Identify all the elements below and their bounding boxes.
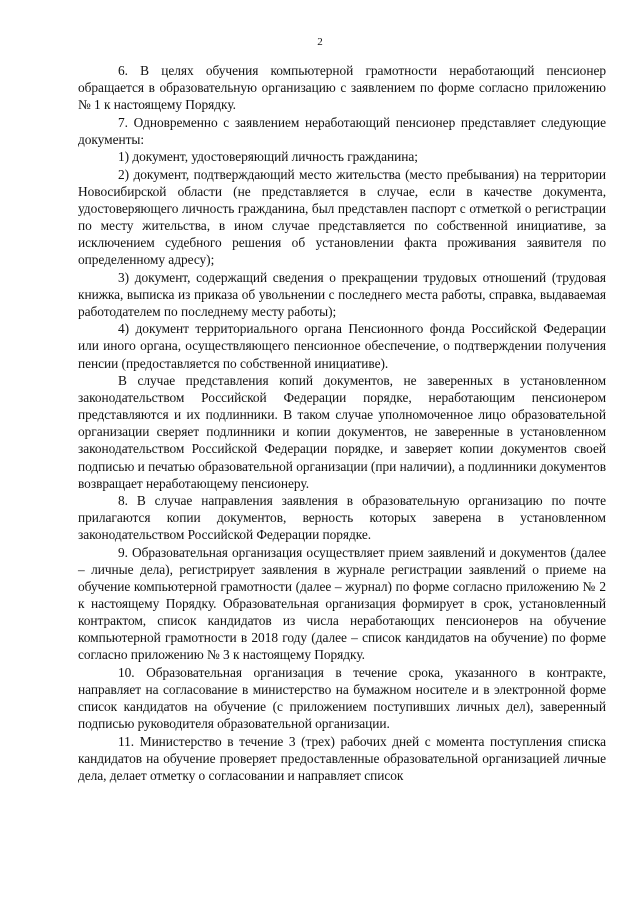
paragraph-8: 8. В случае направления заявления в образовательную организацию по почте прилагаются копии документов, верность которых заверена в установленном законодательством Российской Федерации порядке. <box>78 493 606 543</box>
list-item-2: 2) документ, подтверждающий место жительства (место пребывания) на территории Новосибирской области (не представляется в случае, если в качестве документа, удостоверяющего личность гражданина, был представлен паспорт с отметкой о регистрации по месту жительства, в ином случае представляется по собственной инициативе, за исключением судебного решения об установлении факта проживания заявителя по определенному адресу); <box>78 166 606 268</box>
document-body <box>78 62 606 784</box>
paragraph-11: 11. Министерство в течение 3 (трех) рабочих дней с момента поступления списка кандидатов на обучение проверяет предоставленные образовательной организацией личные дела, делает отметку о согласовании и направляет список <box>78 733 606 783</box>
page-number: 2 <box>317 36 323 48</box>
paragraph-6: 6. В целях обучения компьютерной грамотности неработающий пенсионер обращается в образовательную организацию с заявлением по форме согласно приложению № 1 к настоящему Порядку. <box>78 63 606 113</box>
paragraph-7: 7. Одновременно с заявлением неработающий пенсионер представляет следующие документы: <box>78 114 606 147</box>
list-item-4: 4) документ территориального органа Пенсионного фонда Российской Федерации или иного органа, осуществляющего пенсионное обеспечение, о подтверждении получения пенсии (предоставляется по собственной инициативе). <box>78 321 606 371</box>
list-item-1: 1) документ, удостоверяющий личность гражданина; <box>118 149 418 165</box>
paragraph-9: 9. Образовательная организация осуществляет прием заявлений и документов (далее – личные дела), регистрирует заявления в журнале регистрации заявлений о приеме на обучение компьютерной грамотности (далее – журнал) по форме согласно приложению № 2 к настоящему Порядку. Образовательная организация формирует в срок, установленный контрактом, список кандидатов из числа неработающих пенсионеров на обучение компьютерной грамотности в 2018 году (далее – список кандидатов на обучение) по форме согласно приложению № 3 к настоящему Порядку. <box>78 544 606 663</box>
paragraph-copies: В случае представления копий документов, не заверенных в установленном законодательством Российской Федерации порядке, неработающим пенсионером представляются и их подлинники. В таком случае уполномоченное лицо образовательной организации сверяет подлинники и копии документов, не заверенные в установленном законодательством Российской Федерации порядке, и заверяет копии документов своей подписью и печатью образовательной организации (при наличии), а подлинники документов возвращает неработающему пенсионеру. <box>78 373 606 491</box>
list-item-3: 3) документ, содержащий сведения о прекращении трудовых отношений (трудовая книжка, выписка из приказа об увольнении с последнего места работы, справка, выдаваемая работодателем по последнему месту работы); <box>78 269 606 319</box>
paragraph-10: 10. Образовательная организация в течение срока, указанного в контракте, направляет на согласование в министерство на бумажном носителе и в электронной форме список кандидатов на обучение (с приложением поступивших личных дел), заверенный подписью руководителя образовательной организации. <box>78 664 606 732</box>
